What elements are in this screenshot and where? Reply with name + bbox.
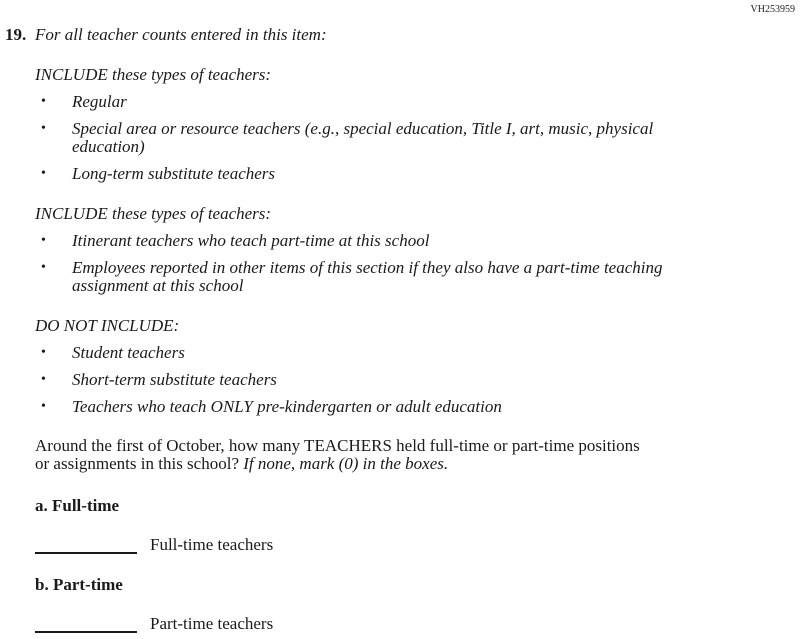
bullet-icon: • <box>41 233 46 248</box>
prompt-note: If none, mark (0) in the boxes. <box>243 454 449 473</box>
question-prompt <box>35 437 647 473</box>
part-time-teachers-input[interactable] <box>35 617 137 633</box>
list-item-text: Employees reported in other items of this section if they also have a part-time teaching assignment at this school <box>72 258 663 295</box>
do-not-include-heading: DO NOT INCLUDE: <box>35 316 180 335</box>
question-body <box>35 26 692 633</box>
answer-row-full-time <box>35 536 692 554</box>
full-time-teachers-input[interactable] <box>35 538 137 554</box>
prompt-main: Around the first of October, how many TEACHERS held full-time or part-time positions or assignments in this school? <box>35 436 640 473</box>
list-item-text: Teachers who teach ONLY pre-kindergarten or adult education <box>72 397 502 416</box>
bullet-icon: • <box>41 121 46 136</box>
bullet-icon: • <box>41 345 46 360</box>
bullet-icon: • <box>41 166 46 181</box>
list-item-text: Special area or resource teachers (e.g., special education, Title I, art, music, physical education) <box>72 119 654 156</box>
bullet-icon: • <box>41 94 46 109</box>
full-time-teachers-label: Full-time teachers <box>150 535 274 554</box>
question-number: 19. <box>5 25 27 44</box>
include-heading-2: INCLUDE these types of teachers: <box>35 204 272 223</box>
list-item <box>35 398 692 416</box>
list-item <box>35 344 692 362</box>
list-item <box>35 232 692 250</box>
include-heading-1: INCLUDE these types of teachers: <box>35 65 272 84</box>
answer-label-part-time: b. Part-time <box>35 575 123 594</box>
bullet-icon: • <box>41 260 46 275</box>
list-item <box>35 259 692 295</box>
list-item-text: Long-term substitute teachers <box>72 164 276 183</box>
list-item-text: Short-term substitute teachers <box>72 370 277 389</box>
bullet-icon: • <box>41 399 46 414</box>
list-item-text: Student teachers <box>72 343 185 362</box>
answer-label-full-time: a. Full-time <box>35 496 120 515</box>
list-item <box>35 165 692 183</box>
list-item <box>35 93 692 111</box>
list-item <box>35 120 692 156</box>
list-item-text: Itinerant teachers who teach part-time at this school <box>72 231 430 250</box>
question-intro: For all teacher counts entered in this item: <box>35 25 327 44</box>
bullet-icon: • <box>41 372 46 387</box>
list-item <box>35 371 692 389</box>
part-time-teachers-label: Part-time teachers <box>150 614 274 633</box>
list-item-text: Regular <box>72 92 127 111</box>
answer-row-part-time <box>35 615 692 633</box>
form-code: VH253959 <box>750 4 795 15</box>
